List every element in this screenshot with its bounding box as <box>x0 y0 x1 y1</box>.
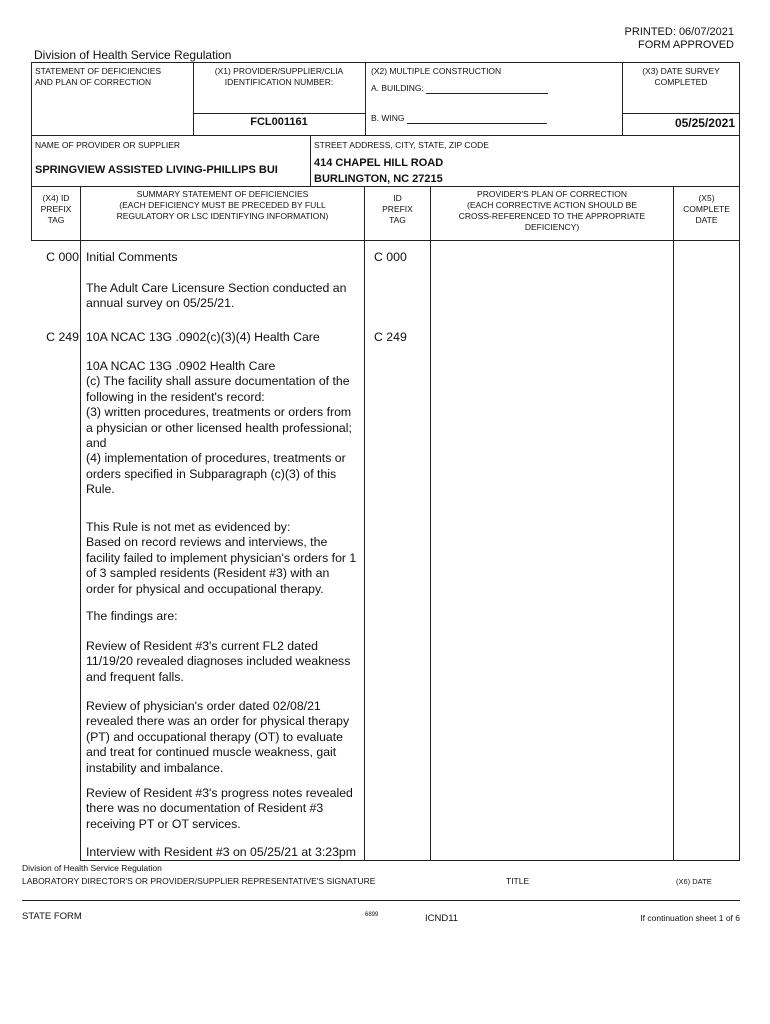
state-form: STATE FORM <box>22 911 82 922</box>
paragraph-fl2-review: Review of Resident #3's current FL2 dated 11/19/20 revealed diagnoses included weakness and frequent falls. <box>86 639 351 684</box>
paragraph-physician-order: Review of physician's order dated 02/08/21 revealed there was an order for physical therapy (PT) and occupational therapy (OT) to evaluate and treat for continued muscle weakness, gait instability and imbalance. <box>86 699 350 775</box>
provider-name-label: NAME OF PROVIDER OR SUPPLIER <box>35 140 180 150</box>
x4-header: (X4) ID PREFIX TAG <box>40 193 72 225</box>
x1-identification-number: FCL001161 <box>250 116 308 128</box>
continuation-sheet: If continuation sheet 1 of 6 <box>640 913 740 923</box>
paragraph-progress-notes: Review of Resident #3's progress notes revealed there was no documentation of Resident #3 receiving PT or OT services. <box>86 786 353 831</box>
footer-division: Division of Health Service Regulation <box>22 863 162 873</box>
x2-wing: B. WING <box>371 113 547 124</box>
row-tag-c249: C 249 <box>46 330 79 344</box>
x3-label: (X3) DATE SURVEY COMPLETED <box>642 66 720 87</box>
row-title-initial-comments: Initial Comments <box>86 250 178 264</box>
printed-date: PRINTED: 06/07/2021 <box>624 26 734 38</box>
x2-label: (X2) MULTIPLE CONSTRUCTION <box>371 66 502 76</box>
paragraph-rule-text: 10A NCAC 13G .0902 Health Care (c) The facility shall assure documentation of the following in the resident's record: (3) written procedures, treatments or orders from a physician or other licensed health professional; and (4) implementation of procedures, treatments or orders specified in Subparagraph (c)(3) of this Rule. <box>86 359 352 497</box>
row-id-tag-c249: C 249 <box>374 330 407 344</box>
title-label: TITLE <box>506 876 530 886</box>
row-title-health-care: 10A NCAC 13G .0902(c)(3)(4) Health Care <box>86 330 320 344</box>
provider-address: 414 CHAPEL HILL ROAD BURLINGTON, NC 27215 <box>314 157 444 185</box>
print-info <box>625 26 734 52</box>
paragraph-evidence: This Rule is not met as evidenced by: Based on record reviews and interviews, the facility failed to implement physician's orders for 1 of 3 sampled residents (Resident #3) with an order for physical and occupational therapy. <box>86 520 357 596</box>
row-tag-c000: C 000 <box>46 250 79 264</box>
x1-label: (X1) PROVIDER/SUPPLIER/CLIA IDENTIFICATION NUMBER: <box>214 66 344 87</box>
x5-header: (X5) COMPLETE DATE <box>683 193 730 225</box>
form-approved: FORM APPROVED <box>638 39 734 51</box>
paragraph-interview: Interview with Resident #3 on 05/25/21 at 3:23pm <box>86 845 357 859</box>
event-id: ICND11 <box>425 913 459 924</box>
paragraph-findings: The findings are: <box>86 609 178 623</box>
statement-label: STATEMENT OF DEFICIENCIES AND PLAN OF CORRECTION <box>35 66 162 87</box>
provider-name: SPRINGVIEW ASSISTED LIVING-PHILLIPS BUI <box>35 164 278 176</box>
signature-label: LABORATORY DIRECTOR'S OR PROVIDER/SUPPLIER REPRESENTATIVE'S SIGNATURE <box>22 876 376 886</box>
row-id-tag-c000: C 000 <box>374 250 407 264</box>
plan-header: PROVIDER'S PLAN OF CORRECTION (EACH CORRECTIVE ACTION SHOULD BE CROSS-REFERENCED TO THE APPROPRIATE DEFICIENCY) <box>458 189 646 232</box>
paragraph-survey: The Adult Care Licensure Section conducted an annual survey on 05/25/21. <box>86 281 347 311</box>
summary-header: SUMMARY STATEMENT OF DEFICIENCIES (EACH DEFICIENCY MUST BE PRECEDED BY FULL REGULATORY OR LSC IDENTIFYING INFORMATION) <box>116 189 329 221</box>
division-header: Division of Health Service Regulation <box>34 48 232 62</box>
address-label: STREET ADDRESS, CITY, STATE, ZIP CODE <box>314 140 489 150</box>
id-header: ID PREFIX TAG <box>382 193 413 225</box>
x2-building: A. BUILDING: <box>371 83 548 94</box>
x6-date-label: (X6) DATE <box>676 877 712 886</box>
form-number: 6899 <box>365 912 379 918</box>
x3-survey-date: 05/25/2021 <box>674 116 735 130</box>
